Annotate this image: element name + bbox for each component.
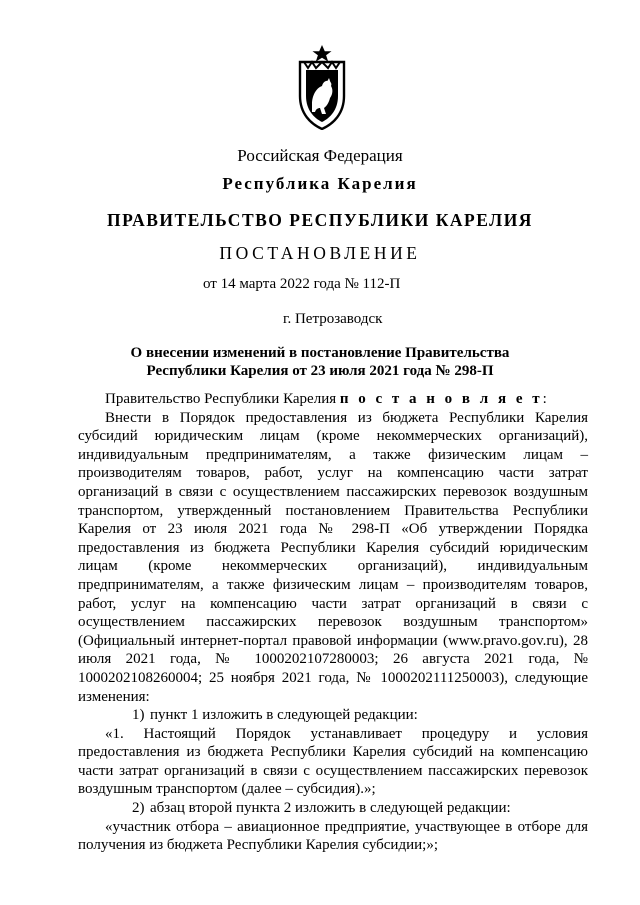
document-date-number: от 14 марта 2022 года № 112-П: [203, 276, 401, 292]
intro-text: Правительство Республики Карелия: [105, 391, 340, 407]
intro-colon: :: [542, 391, 547, 407]
list-item-text: абзац второй пункта 2 изложить в следующей редакции:: [150, 800, 511, 817]
document-title-line: Республики Карелия от 23 июля 2021 года № 298-П: [146, 363, 494, 379]
list-item: [78, 799, 588, 818]
document-type: ПОСТАНОВЛЕНИЕ: [219, 243, 421, 263]
document-title-line: О внесении изменений в постановление Правительства: [130, 345, 510, 361]
list-item: [78, 706, 588, 725]
coat-of-arms-emblem: [296, 44, 348, 130]
list-item-number: 1): [132, 707, 145, 724]
document-title: [0, 344, 640, 380]
list-item-text: пункт 1 изложить в следующей редакции:: [150, 707, 418, 724]
document-city: г. Петрозаводск: [283, 311, 383, 327]
document-body: [78, 390, 588, 855]
main-paragraph: Внести в Порядок предоставления из бюджета Республики Карелия субсидий юридическим лицам (кроме некоммерческих организаций), индивидуальным предпринимателям, а также физическим лицам – производителям товаров, работ, услуг на компенсацию части затрат организаций в связи с осуществлением пассажирских перевозок воздушным транспортом, утвержденный постановлением Правительства Республики Карелия от 23 июля 2021 года № 298-П «Об утверждении Порядка предоставления из бюджета Республики Карелия субсидий юридическим лицам (кроме некоммерческих организаций), индивидуальным предпринимателям, а также физическим лицам – производителям товаров, работ, услуг на компенсацию части затрат организаций в связи с осуществлением пассажирских перевозок воздушным транспортом» (Официальный интернет-портал правовой информации (www.pravo.gov.ru), 28 июля 2021 года, № 1000202107280003; 26 августа 2021 года, № 1000202108260004; 25 ноября 2021 года, № 1000202111250003), следующие изменения:: [78, 409, 588, 705]
intro-paragraph: [78, 390, 588, 409]
republic-name: Республика Карелия: [222, 174, 418, 193]
quoted-paragraph: «1. Настоящий Порядок устанавливает процедуру и условия предоставления из бюджета Республики Карелия субсидий на компенсацию части затрат организаций в связи с осуществлением пассажирских перевозок воздушным транспортом (далее – субсидия).»;: [78, 725, 588, 798]
country-name: Российская Федерация: [237, 146, 403, 165]
list-item-number: 2): [132, 800, 145, 817]
government-name: ПРАВИТЕЛЬСТВО РЕСПУБЛИКИ КАРЕЛИЯ: [107, 210, 533, 230]
quoted-paragraph: «участник отбора – авиационное предприятие, участвующее в отборе для получения из бюджета Республики Карелия субсидии;»;: [78, 818, 588, 854]
resolves-verb: п о с т а н о в л я е т: [339, 391, 543, 407]
